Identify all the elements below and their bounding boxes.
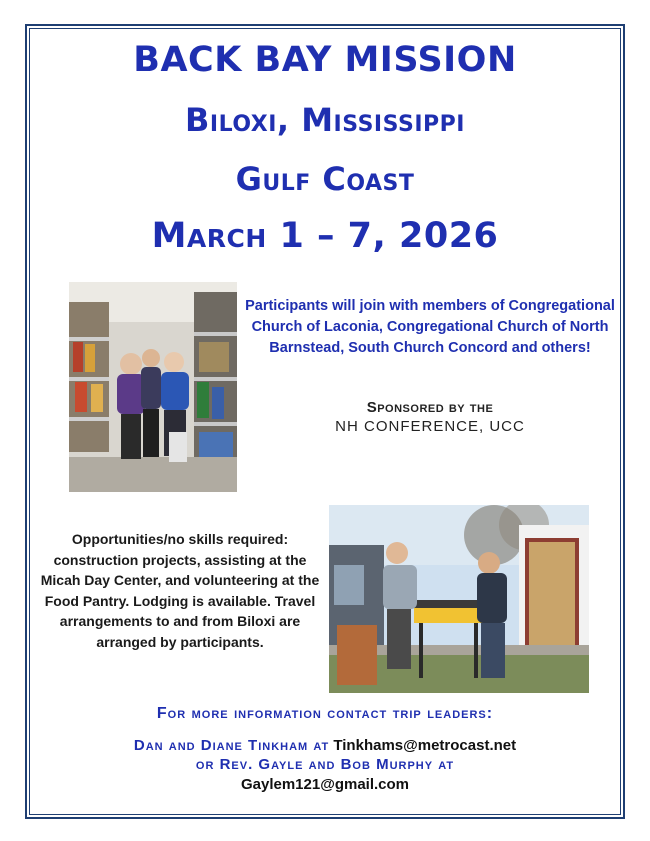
sponsor-organization: NH CONFERENCE, UCC — [335, 418, 525, 435]
contact-leaders-1: Dan and Diane Tinkham at — [133, 737, 330, 754]
contact-line-2 — [30, 756, 620, 773]
contact-heading: For more information contact trip leaders: — [156, 705, 494, 722]
participants-text: Participants will join with members of Congregational Church of Laconia, Congregational Church of North Barnstead, South Church Concord and others! — [245, 298, 615, 356]
contact-email-2[interactable]: Gaylem121@gmail.com — [240, 776, 410, 793]
opportunities-text: Opportunities/no skills required: construction projects, assisting at the Micah Day Center, and volunteering at the Food Pantry. Lodging is available. Travel arrangements to and from Biloxi are arranged by participants. — [40, 531, 320, 650]
contact-leaders-2: or Rev. Gayle and Bob Murphy at — [195, 756, 455, 773]
construction-photo — [329, 505, 589, 693]
title-dates: March 1 – 7, 2026 — [151, 216, 499, 256]
title-mission: BACK BAY MISSION — [133, 40, 517, 80]
contact-line-1 — [30, 737, 620, 754]
sponsor-label: Sponsored by the — [366, 399, 494, 416]
contact-email-1[interactable]: Tinkhams@metrocast.net — [333, 737, 517, 754]
title-region: Gulf Coast — [235, 160, 415, 198]
food-pantry-photo — [69, 282, 237, 492]
title-location: Biloxi, Mississippi — [185, 101, 465, 139]
